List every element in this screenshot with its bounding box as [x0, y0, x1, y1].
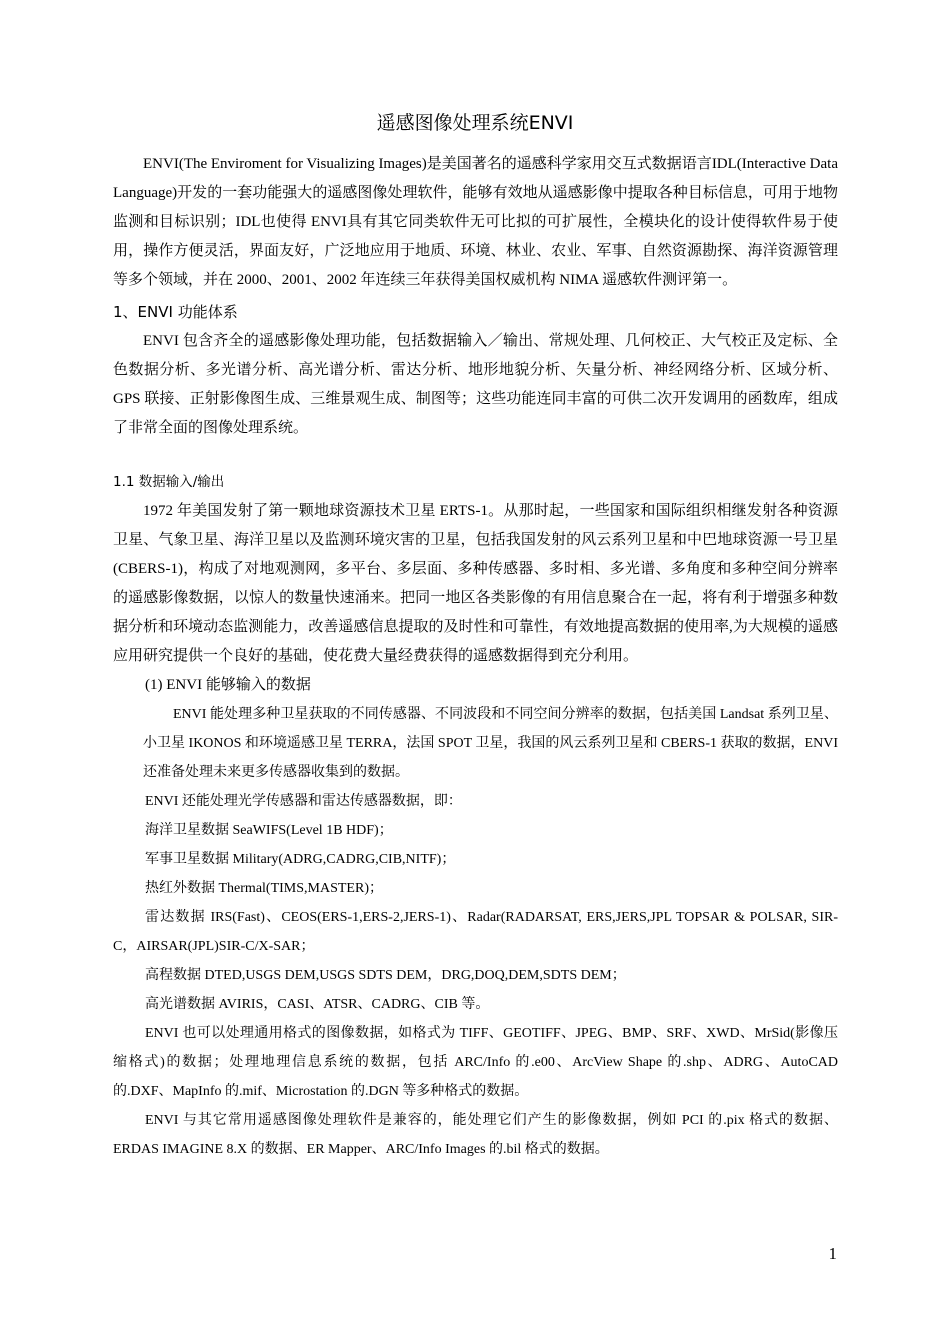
section-1-heading: 1、ENVI 功能体系 — [113, 303, 238, 321]
intro-paragraph: ENVI(The Enviroment for Visualizing Images)是美国著名的遥感科学家用交互式数据语言IDL(Interactive Data Language)开发的一套功能强大的遥感图像处理软件，能够有效地从遥感影像中提取各种目标信息，可用于地物监测和目标识别；IDL也使得 ENVI具有其它同类软件无可比拟的可扩展性，全模块化的设计使得软件易于使用，操作方便灵活，界面友好，广泛地应用于地质、环境、林业、农业、军事、自然资源勘探、海洋资源管理等多个领域，并在 2000、2001、2002 年连续三年获得美国权威机构 NIMA 遥感软件测评第一。 — [113, 156, 838, 288]
general-format-paragraph: ENVI 也可以处理通用格式的图像数据，如格式为 TIFF、GEOTIFF、JPEG、BMP、SRF、XWD、MrSid(影像压缩格式)的数据；处理地理信息系统的数据，包括 ARC/Info 的.e00、ArcView Shape 的.shp、ADRG、AutoCAD 的.DXF、MapInfo 的.mif、Microstation 的.DGN 等多种格式的数据。 — [113, 1026, 838, 1099]
document-title: 遥感图像处理系统ENVI — [376, 112, 574, 134]
sensor-data-paragraph: ENVI 还能处理光学传感器和雷达传感器数据，即： — [145, 794, 462, 809]
page-number: 1 — [828, 1244, 837, 1263]
hyperspectral-data-line: 高光谱数据 AVIRIS，CASI、ATSR、CADRG、CIB 等。 — [145, 997, 490, 1012]
radar-data-line: 雷达数据 IRS(Fast)、CEOS(ERS-1,ERS-2,JERS-1)、Radar(RADARSAT, ERS,JERS,JPL TOPSAR & POLSAR, SIR-C，AIRSAR(JPL)SIR-C/X-SAR； — [113, 910, 838, 954]
subsection-heading: (1) ENVI 能够输入的数据 — [145, 677, 311, 693]
military-satellite-line: 军事卫星数据 Military(ADRG,CADRG,CIB,NITF)； — [145, 852, 456, 867]
thermal-data-line: 热红外数据 Thermal(TIMS,MASTER)； — [145, 881, 383, 896]
elevation-data-line: 高程数据 DTED,USGS DEM,USGS SDTS DEM，DRG,DOQ,DEM,SDTS DEM； — [145, 968, 626, 983]
ocean-satellite-line: 海洋卫星数据 SeaWIFS(Level 1B HDF)； — [145, 823, 393, 838]
input-data-paragraph: ENVI 能处理多种卫星获取的不同传感器、不同波段和不同空间分辨率的数据，包括美国 Landsat 系列卫星、小卫星 IKONOS 和环境遥感卫星 TERRA，法国 SPOT 卫星，我国的风云系列卫星和 CBERS-1 获取的数据，ENVI 还准备处理未来更多传感器收集到的数据。 — [143, 707, 838, 780]
section-1-1-paragraph: 1972 年美国发射了第一颗地球资源技术卫星 ERTS-1。从那时起，一些国家和国际组织相继发射各种资源卫星、气象卫星、海洋卫星以及监测环境灾害的卫星，包括我国发射的风云系列卫星和中巴地球资源一号卫星(CBERS-1)，构成了对地观测网，多平台、多层面、多种传感器、多时相、多光谱、多角度和多种空间分辨率的遥感影像数据，以惊人的数量快速涌来。把同一地区各类影像的有用信息聚合在一起，将有利于增强多种数据分析和环境动态监测能力，改善遥感信息提取的及时性和可靠性，有效地提高数据的使用率,为大规模的遥感应用研究提供一个良好的基础，使花费大量经费获得的遥感数据得到充分利用。 — [113, 503, 838, 664]
section-1-paragraph: ENVI 包含齐全的遥感影像处理功能，包括数据输入／输出、常规处理、几何校正、大气校正及定标、全色数据分析、多光谱分析、高光谱分析、雷达分析、地形地貌分析、矢量分析、神经网络分析、区域分析、GPS 联接、正射影像图生成、三维景观生成、制图等；这些功能连同丰富的可供二次开发调用的函数库，组成了非常全面的图像处理系统。 — [113, 333, 838, 436]
document-body — [113, 150, 838, 1164]
compatibility-paragraph: ENVI 与其它常用遥感图像处理软件是兼容的，能处理它们产生的影像数据，例如 PCI 的.pix 格式的数据、ERDAS IMAGINE 8.X 的数据、ER Mapper、ARC/Info Images 的.bil 格式的数据。 — [113, 1113, 838, 1157]
section-1-1-heading: 1.1 数据输入/输出 — [113, 474, 225, 490]
